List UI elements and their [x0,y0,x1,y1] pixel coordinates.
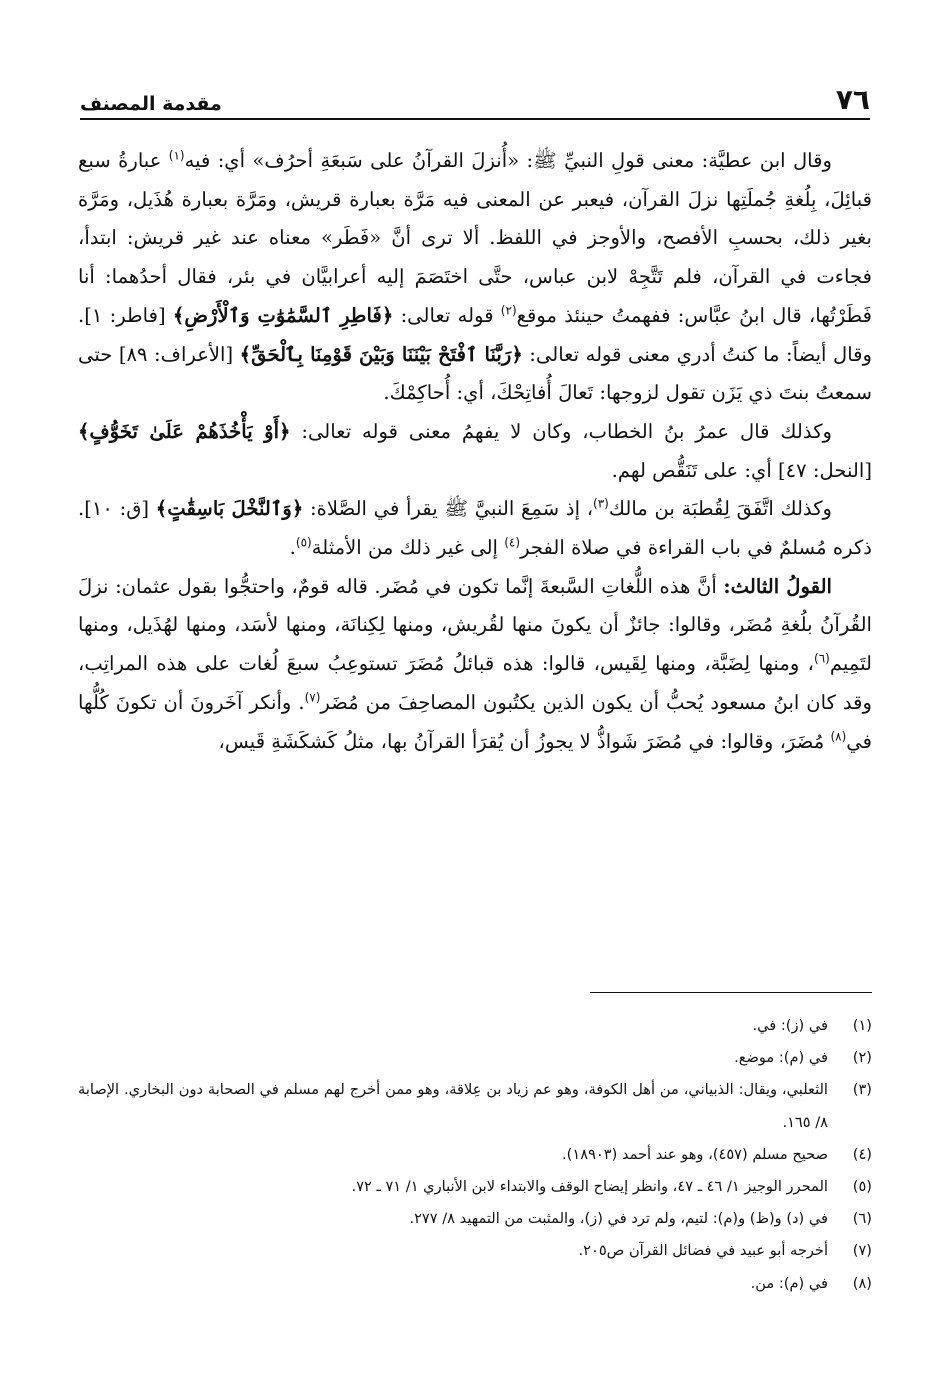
footnote-text: في (د) و(ظ) و(م): لتيم، ولم ترد في (ز)، والمثبت من التمهيد ٨/ ٢٧٧. [409,1210,828,1228]
section-heading: القولُ الثالث: [723,574,832,598]
quran-verse: ﴿أَوْ يَأْخُذَهُمْ عَلَىٰ تَخَوُّفٍ﴾ [78,419,291,443]
footnote-text: في (م): موضع. [734,1049,828,1067]
text-run: ، ومنها لِضَبَّة، ومنها لِقَيس، قالوا: هذه قبائلُ مُضَرَ تستوعِبُ سبعَ لُغات على هذه المراتِب، وقد كان ابنُ مسعود يُحبُّ أن يكون الذين يكتُبون المصاحِفَ من مُضَر [78,652,873,714]
text-run: وكذلك اتَّفَقَ لِقُطبَة بن مالك [608,497,833,521]
footnote-ref-4[interactable]: (٤) [504,535,521,550]
footnote-number: (٤) [852,1145,872,1163]
header-title: مقدمة المصنف [80,93,222,115]
paragraph-qutba [78,490,872,567]
footnote-number: (٨) [852,1274,872,1292]
footnote-ref-7[interactable]: (٧) [304,690,321,705]
footnote [78,1139,872,1171]
quran-verse: ﴿رَبَّنَا ٱفْتَحْ بَيْنَنَا وَبَيْنَ قَوْمِنَا بِٱلْحَقِّ﴾ [239,342,523,366]
footnote-number: (٢) [852,1049,872,1067]
footnote-ref-3[interactable]: (٣) [593,496,609,511]
paragraph-third-opinion [78,568,872,762]
footnote [78,1042,872,1074]
footnote [78,1010,872,1042]
text-run: [الأعراف: ٨٩] حتى سمعتُ بنتَ ذي يَزَن تقول لزوجها: تَعالَ أُفاتِحْكَ، أي: أُحاكِمْكَ. [78,342,872,405]
footnote-number: (٧) [852,1242,872,1260]
footnote-text: في (ز): في. [752,1017,828,1034]
text-run: ، إذ سَمِعَ النبيَّ ﷺ يقرأ في الصَّلاة: [303,497,594,521]
footnote-separator [590,992,872,993]
footnote-number: (٥) [852,1178,872,1196]
running-header [80,84,870,120]
text-run: [فاطر: ١]. وقال أيضاً: ما كنتُ أدري معنى قوله تعالى: [78,303,872,366]
quran-verse: ﴿وَٱلنَّخْلَ بَاسِقَٰتٍ﴾ [155,497,304,521]
footnote [78,1074,872,1138]
footnotes [78,1010,872,1300]
text-run: . [289,536,296,560]
footnote-ref-2[interactable]: (٢) [500,303,517,318]
text-run: إلى غير ذلك من الأمثلة [311,536,505,560]
text-run: [ق: ١٠]. ذكره مُسلمٌ في باب القراءة في صلاة الفجر [78,497,872,560]
footnote-text: أخرجه أبو عبيد في فضائل القرآن ص٢٠٥. [578,1242,828,1260]
text-run: وقال ابن عطيَّة: معنى قولِ النبيِّ ﷺ: «أُنزلَ القرآنُ على سَبعَةِ أحرُف» أي: فيه [184,149,832,172]
footnote-number: (٦) [852,1210,872,1228]
footnote [78,1268,872,1300]
footnote-ref-5[interactable]: (٥) [295,535,312,550]
footnote-text: صحيح مسلم (٤٥٧)، وهو عند أحمد (١٨٩٠٣). [562,1145,828,1163]
footnote-number: (١) [852,1017,872,1034]
footnote-ref-8[interactable]: (٨) [830,729,847,744]
footnote-text: المحرر الوجيز ١/ ٤٦ ـ ٤٧، وانظر إيضاح الوقف والابتداء لابن الأنباري ١/ ٧١ ـ ٧٢. [351,1178,828,1196]
text-run: عبارةُ سبع قبائِلَ، بِلُغةِ جُملَتِها نزلَ القرآن، فيعبر عن المعنى فيه مَرَّة بعبارة قريش، ومَرَّة بعبارة هُذَيل، ومَرَّة بغير ذلك، بحسبِ الأفصح، والأوجز في اللفظ. ألا ترى أنَّ «فَطَر» معناه عند غير قريش: ابتدأ، فجاءت في القرآن، فلم تَتَّجِهْ لابن عباس، حتَّى اختَصَمَ إليه أعرابيَّان في بئر، فقال أحدُهما: أنا فَطَرْتُها، قال ابنُ عبَّاس: ففهمتُ حينئذ موقع [78,149,872,327]
footnote [78,1235,872,1267]
quran-verse: ﴿فَاطِرِ ٱلسَّمَٰوَٰتِ وَٱلْأَرْضِ﴾ [172,303,394,327]
footnote [78,1203,872,1235]
text-run: [النحل: ٤٧] أي: على تَنَقُّص لهم. [611,458,872,482]
paragraph-ibn-atiyya [78,142,872,413]
footnote-ref-1[interactable]: (١) [168,148,185,163]
text-run: مُضَرَ، وقالوا: في مُضَرَ شَواذُّ لا يجوزُ أن يُقرَأ القرآنُ بها، مثلُ كَشكَشَةِ قَيس، [218,729,831,753]
footnote-number: (٣) [852,1081,872,1099]
footnote [78,1171,872,1203]
footnote-text: الثعلبي، ويقال: الذبياني، من أهل الكوفة، وهو عم زياد بن عِلاقة، وهو ممن أخرج لهم مسلم في الصحابة دون البخاري. الإصابة ٨/ ١٦٥. [78,1081,828,1131]
text-run: قوله تعالى: [393,303,501,327]
text-run: . وأنكر آخَرونَ أن تكونَ كُلُّها في [78,690,872,753]
footnote-ref-6[interactable]: (٦) [814,651,830,666]
footnote-text: في (م): من. [750,1274,828,1292]
page-number: ٧٦ [835,83,870,116]
body-text [78,142,872,761]
text-run: أنَّ هذه اللُّغاتِ السَّبعةَ إنَّما تكون في مُضَر. قاله قومٌ، واحتجُّوا بقول عثمان: نزلَ القُرآنُ بلُغةِ مُضَر، وقالوا: جائزٌ أن يكونَ منها لقُريش، ومنها لِكِنانَة، ومنها لأسَد، ومنها لهُذَيل، ومنها لتَمِيم [78,574,872,676]
text-run: وكذلك قال عمرُ بنُ الخطاب، وكان لا يفهمُ معنى قوله تعالى: [290,419,832,443]
paragraph-umar [78,413,872,490]
